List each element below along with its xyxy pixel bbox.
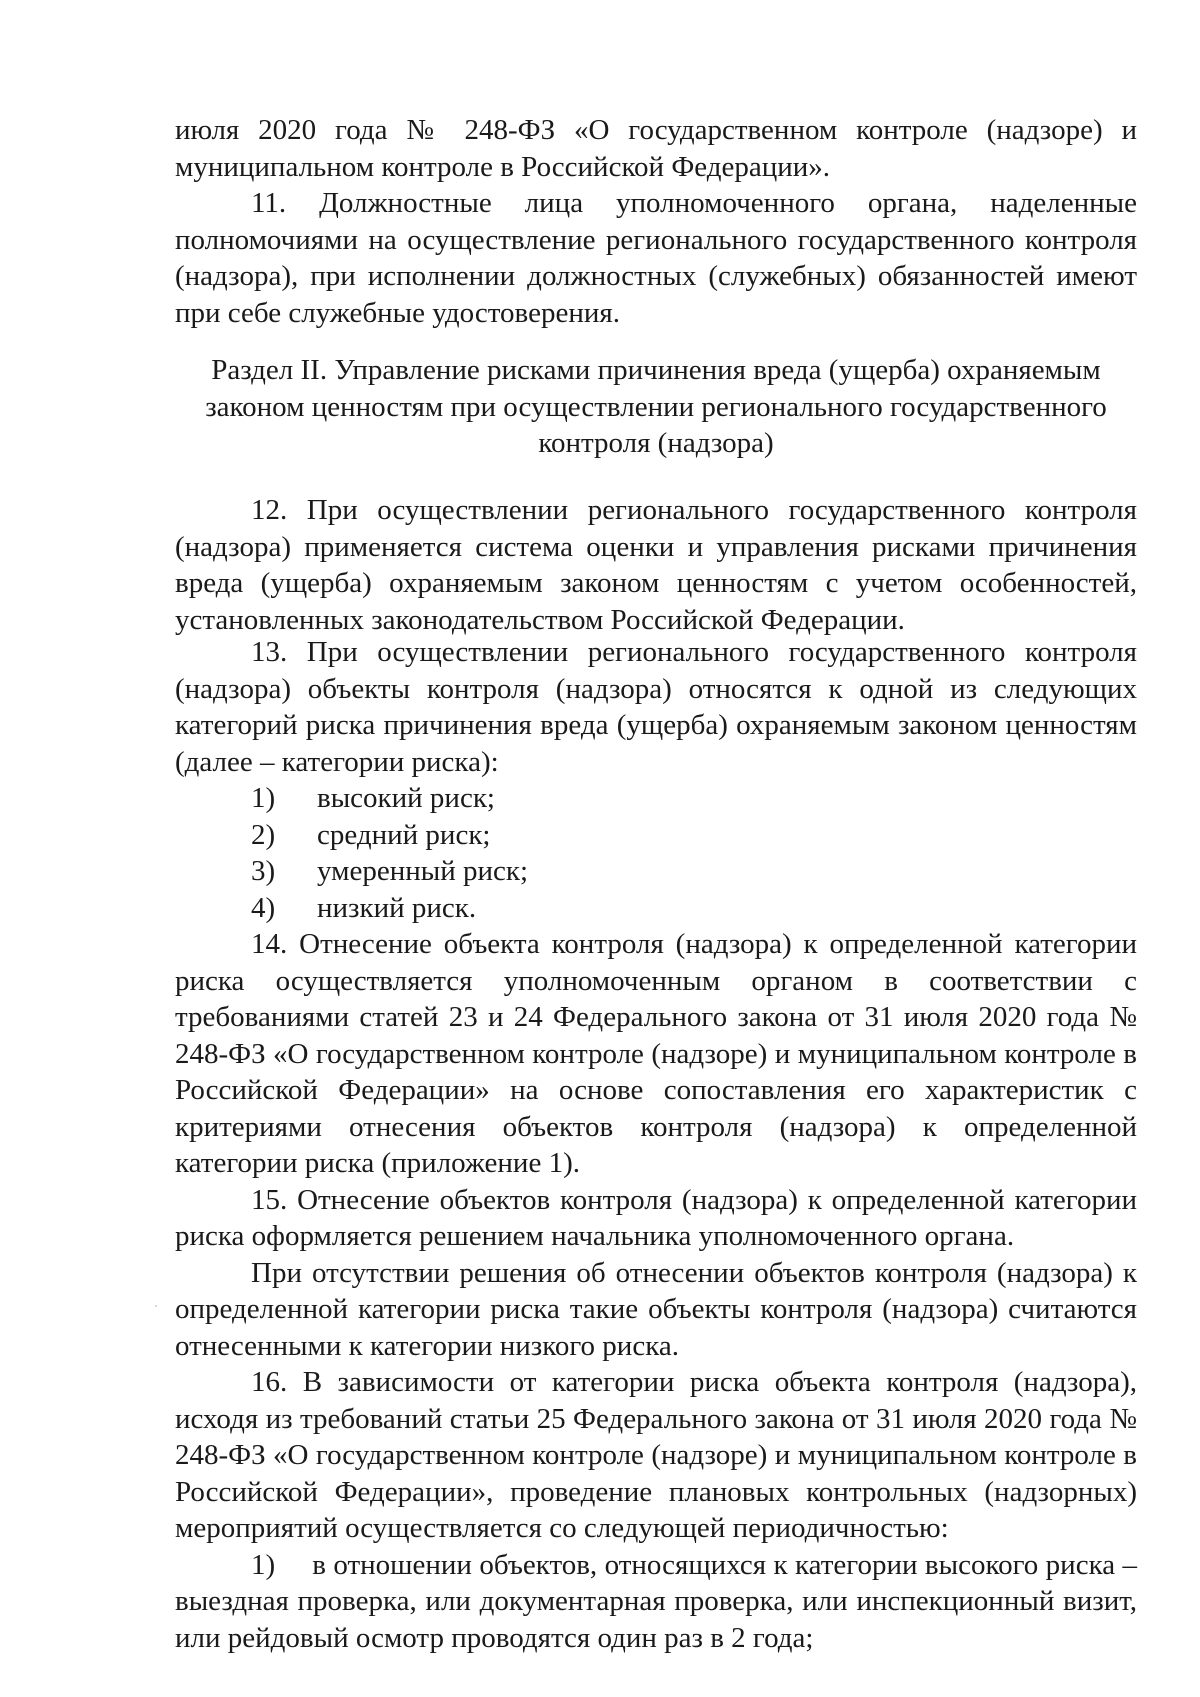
list-item-number: 1) xyxy=(251,782,276,814)
paragraph-11 xyxy=(175,185,1137,331)
list-item-text: низкий риск. xyxy=(317,891,477,924)
list-item-text: средний риск; xyxy=(317,818,491,851)
section-heading-line-3: контроля (надзора) xyxy=(538,427,774,459)
continuation-text: июля 2020 года № 248-ФЗ «О государственном контроле (надзоре) и муниципальном контроле в Российской Федерации». xyxy=(175,114,1137,183)
scan-artifact xyxy=(155,1305,157,1307)
paragraph-12 xyxy=(175,492,1137,638)
paragraph-13-text: 13. При осуществлении регионального государственного контроля (надзора) объекты контроля (надзора) относятся к одной из следующих категорий риска причинения вреда (ущерба) охраняемым законом ценностям (далее – категории риска): xyxy=(175,636,1137,778)
list-item-text: умеренный риск; xyxy=(317,855,529,887)
list-item xyxy=(175,890,1137,927)
paragraph-16-item-1 xyxy=(175,1547,1137,1657)
paragraph-15-text: 15. Отнесение объектов контроля (надзора) к определенной категории риска оформляется решением начальника уполномоченного органа. xyxy=(175,1183,1137,1252)
paragraph-16-text: 16. В зависимости от категории риска объекта контроля (надзора), исходя из требований статьи 25 Федерального закона от 31 июля 2020 года № 248-ФЗ «О государственном контроле (надзоре) и муниципальном контроле в Российской Федерации», проведение плановых контрольных (надзорных) мероприятий осуществляется со следующей периодичностью: xyxy=(175,1366,1137,1544)
list-item xyxy=(175,780,1137,817)
section-heading xyxy=(175,352,1137,462)
list-item-number: 2) xyxy=(251,818,276,851)
list-item-number: 4) xyxy=(251,891,276,924)
list-item-number: 3) xyxy=(251,855,276,887)
continuation-paragraph xyxy=(175,112,1137,185)
list-item xyxy=(175,853,1137,890)
paragraph-15-continuation-text: При отсутствии решения об отнесении объектов контроля (надзора) к определенной категории риска такие объекты контроля (надзора) считаются отнесенными к категории низкого риска. xyxy=(175,1256,1137,1362)
paragraph-13 xyxy=(175,634,1137,1656)
list-item-number: 1) xyxy=(251,1548,276,1581)
risk-category-list xyxy=(175,780,1137,926)
paragraph-12-text: 12. При осуществлении регионального государственного контроля (надзора) применяется система оценки и управления рисками причинения вреда (ущерба) охраняемым законом ценностям с учетом особенностей, установленных законодательством Российской Федерации. xyxy=(175,494,1137,636)
list-item-text: высокий риск; xyxy=(317,782,495,814)
list-item-text: в отношении объектов, относящихся к категории высокого риска – выездная проверка, или документарная проверка, или инспекционный визит, или рейдовый осмотр проводятся один раз в 2 года; xyxy=(175,1548,1137,1654)
list-item xyxy=(175,817,1137,854)
section-heading-line-2: законом ценностям при осуществлении регионального государственного xyxy=(205,390,1107,423)
paragraph-11-text: 11. Должностные лица уполномоченного органа, наделенные полномочиями на осуществление регионального государственного контроля (надзора), при исполнении должностных (служебных) обязанностей имеют при себе служебные удостоверения. xyxy=(175,187,1137,329)
paragraph-14-text: 14. Отнесение объекта контроля (надзора) к определенной категории риска осуществляется уполномоченным органом в соответствии с требованиями статей 23 и 24 Федерального закона от 31 июля 2020 года № 248-ФЗ «О государственном контроле (надзоре) и муниципальном контроле в Российской Федерации» на основе сопоставления его характеристик с критериями отнесения объектов контроля (надзора) к определенной категории риска (приложение 1). xyxy=(175,928,1137,1179)
section-heading-line-1: Раздел II. Управление рисками причинения вреда (ущерба) охраняемым xyxy=(211,354,1101,386)
